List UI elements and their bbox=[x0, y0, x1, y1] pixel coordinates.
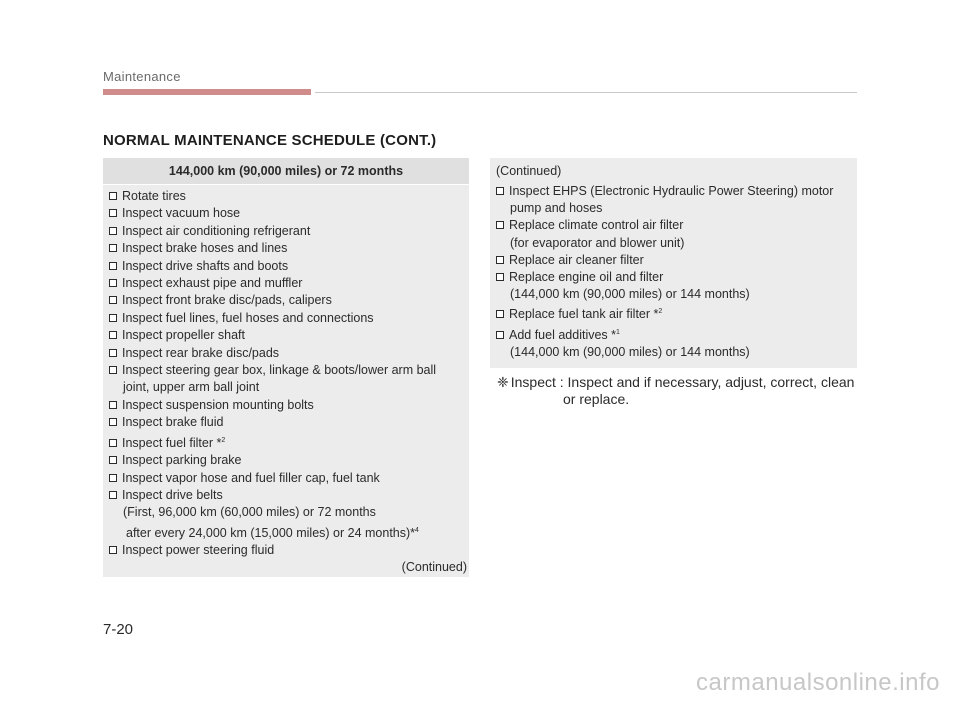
page-title: NORMAL MAINTENANCE SCHEDULE (CONT.) bbox=[103, 132, 437, 149]
list-item: Replace engine oil and filter bbox=[496, 269, 857, 286]
footnote-marker: 1 bbox=[616, 328, 620, 336]
checkbox-icon bbox=[109, 209, 117, 217]
schedule-panel-right bbox=[490, 158, 857, 368]
continued-label: (Continued) bbox=[401, 560, 467, 574]
list-item: Inspect vacuum hose bbox=[109, 205, 469, 222]
list-item: Inspect brake fluid bbox=[109, 414, 469, 431]
checkbox-icon bbox=[109, 418, 117, 426]
list-item: Inspect drive belts bbox=[109, 487, 469, 504]
checkbox-icon bbox=[496, 331, 504, 339]
header-accent-rule bbox=[103, 89, 311, 95]
section-label: Maintenance bbox=[103, 69, 181, 84]
list-item: Replace fuel tank air filter *$^2$ bbox=[496, 303, 857, 323]
list-item: Replace climate control air filter bbox=[496, 217, 857, 234]
checkbox-icon bbox=[109, 439, 117, 447]
list-item: Inspect drive shafts and boots bbox=[109, 258, 469, 275]
checkbox-icon bbox=[109, 491, 117, 499]
checkbox-icon bbox=[109, 366, 117, 374]
footnote-marker: 4 bbox=[415, 526, 419, 534]
checkbox-icon bbox=[109, 349, 117, 357]
checkbox-icon bbox=[109, 474, 117, 482]
list-item: Inspect fuel lines, fuel hoses and connections bbox=[109, 310, 469, 327]
note-bullet-icon: ❈ bbox=[497, 374, 509, 390]
checkbox-icon bbox=[109, 296, 117, 304]
list-item-continuation: (144,000 km (90,000 miles) or 144 months) bbox=[510, 344, 750, 359]
note-line-2: or replace. bbox=[563, 391, 630, 407]
list-item: Inspect parking brake bbox=[109, 452, 469, 469]
list-item-continuation: (for evaporator and blower unit) bbox=[510, 235, 685, 250]
schedule-panel-left bbox=[103, 158, 469, 577]
checkbox-icon bbox=[496, 221, 504, 229]
list-item: Inspect front brake disc/pads, calipers bbox=[109, 292, 469, 309]
page-number: 7-20 bbox=[103, 621, 134, 638]
checkbox-icon bbox=[109, 456, 117, 464]
list-item-continuation: after every 24,000 km (15,000 miles) or 24 months)*$^4$ bbox=[126, 525, 419, 540]
checkbox-icon bbox=[109, 262, 117, 270]
note-line-1: ❈ Inspect : Inspect and if necessary, adjust, correct, clean bbox=[497, 374, 855, 390]
checkbox-icon bbox=[496, 273, 504, 281]
list-item: Inspect fuel filter *$^2$ bbox=[109, 432, 469, 452]
list-item-continuation: (144,000 km (90,000 miles) or 144 months) bbox=[510, 287, 750, 302]
list-item: Inspect EHPS (Electronic Hydraulic Power Steering) motor bbox=[496, 183, 857, 200]
list-item: Inspect vapor hose and fuel filler cap, fuel tank bbox=[109, 470, 469, 487]
list-item-continuation: (First, 96,000 km (60,000 miles) or 72 months bbox=[123, 505, 376, 520]
checkbox-icon bbox=[109, 279, 117, 287]
interval-header: 144,000 km (90,000 miles) or 72 months bbox=[103, 158, 469, 185]
checkbox-icon bbox=[109, 314, 117, 322]
checkbox-icon bbox=[109, 401, 117, 409]
header-divider-rule bbox=[315, 92, 857, 93]
checkbox-icon bbox=[109, 331, 117, 339]
checklist-left bbox=[103, 185, 469, 560]
list-item: Add fuel additives *$^1$ bbox=[496, 324, 857, 344]
list-item: Inspect suspension mounting bolts bbox=[109, 397, 469, 414]
checkbox-icon bbox=[496, 256, 504, 264]
footnote-marker: 2 bbox=[221, 436, 226, 444]
checkbox-icon bbox=[496, 310, 504, 318]
watermark: carmanualsonline.info bbox=[696, 669, 940, 696]
list-item: Inspect exhaust pipe and muffler bbox=[109, 275, 469, 292]
list-item-continuation: pump and hoses bbox=[510, 201, 603, 216]
checklist-right bbox=[490, 178, 857, 361]
list-item-continuation: joint, upper arm ball joint bbox=[123, 380, 260, 395]
list-item: Inspect rear brake disc/pads bbox=[109, 345, 469, 362]
inspect-note bbox=[497, 374, 854, 408]
checkbox-icon bbox=[109, 546, 117, 554]
footnote-marker: 2 bbox=[658, 308, 663, 316]
checkbox-icon bbox=[109, 244, 117, 252]
list-item: Inspect air conditioning refrigerant bbox=[109, 223, 469, 240]
checkbox-icon bbox=[109, 227, 117, 235]
list-item: Rotate tires bbox=[109, 188, 469, 205]
checkbox-icon bbox=[496, 187, 504, 195]
checkbox-icon bbox=[109, 192, 117, 200]
continued-label: (Continued) bbox=[496, 164, 562, 178]
list-item: Inspect propeller shaft bbox=[109, 327, 469, 344]
list-item: Inspect power steering fluid bbox=[109, 542, 469, 559]
list-item: Replace air cleaner filter bbox=[496, 252, 857, 269]
list-item: Inspect brake hoses and lines bbox=[109, 240, 469, 257]
list-item: Inspect steering gear box, linkage & boots/lower arm ball bbox=[109, 362, 469, 379]
